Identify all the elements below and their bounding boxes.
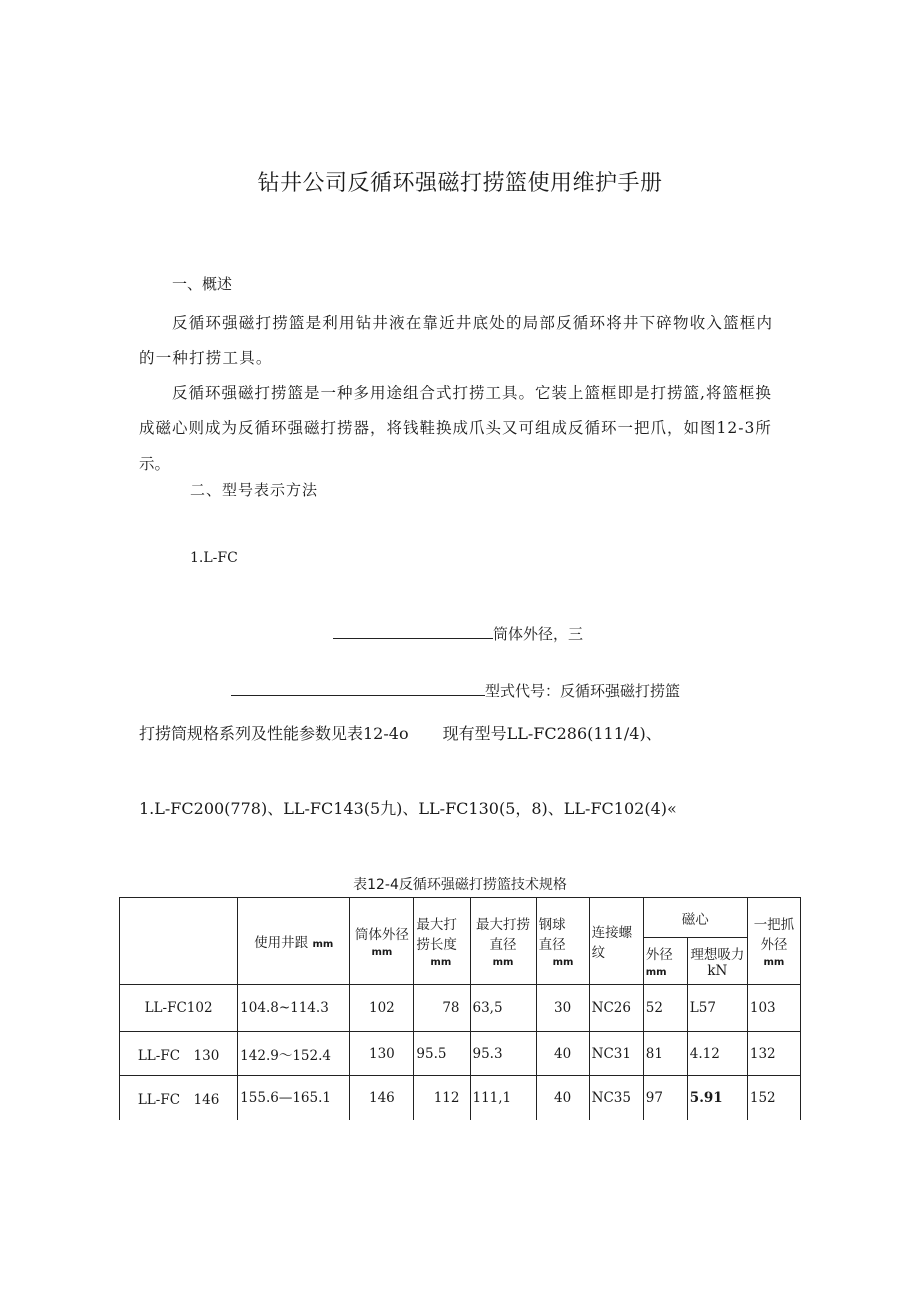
cell-max-diameter: 63,5 [470, 985, 536, 1032]
paragraph-2-line-1: 反循环强磁打捞篮是一种多用途组合式打捞工具。它装上篮框即是打捞篮,将篮框换 [172, 384, 772, 402]
annotation-type-code-text: 型式代号：反循环强磁打捞篮 [485, 682, 681, 700]
section-heading-model-notation: 二、型号表示方法 [190, 481, 319, 499]
table-row [120, 985, 801, 1032]
header-thread: 连接螺纹 [589, 898, 643, 985]
cell-thread: NC26 [589, 985, 643, 1032]
paragraph-1-line-1: 反循环强磁打捞篮是利用钻井液在靠近井底处的局部反循环将井下碎物收入篮框内 [172, 314, 774, 332]
header-well-size: 使用井跟 mm [238, 898, 350, 985]
annotation-type-code [231, 680, 680, 701]
annotation-body-od-text: 筒体外径，三 [493, 625, 584, 643]
paragraph-2-line-2: 成磁心则成为反循环强磁打捞器，将钱鞋换成爪头又可组成反循环一把爪，如图12-3所 [139, 419, 772, 437]
header-ball-diameter: 钢球 直径 mm [536, 898, 589, 985]
header-magnet-od: 外径 mm [643, 938, 687, 985]
paragraph-2-line-3: 示。 [139, 455, 171, 473]
table-caption: 表12-4反循环强磁打捞篮技术规格 [353, 877, 567, 893]
cell-claw-od: 103 [747, 985, 800, 1032]
header-max-diameter: 最大打捞直径 mm [470, 898, 536, 985]
cell-thread: NC35 [589, 1076, 643, 1120]
cell-ball-diameter: 30 [536, 985, 589, 1032]
cell-magnet-force: 4.12 [687, 1032, 747, 1076]
header-max-length: 最大打捞长度 mm [414, 898, 470, 985]
cell-model: LL-FC 130 [120, 1032, 238, 1076]
cell-model: LL-FC 146 [120, 1076, 238, 1120]
cell-claw-od: 132 [747, 1032, 800, 1076]
cell-claw-od: 152 [747, 1076, 800, 1120]
document-title: 钻井公司反循环强磁打捞篮使用维护手册 [257, 171, 663, 196]
cell-body-od: 146 [350, 1076, 414, 1120]
table-row [120, 1032, 801, 1076]
paragraph-3-part-1: 打捞筒规格系列及性能参数见表12-4o [139, 724, 409, 743]
cell-body-od: 130 [350, 1032, 414, 1076]
annotation-underline [333, 624, 493, 639]
header-body-od: 筒体外径 mm [350, 898, 414, 985]
paragraph-3-part-2: 现有型号LL-FC286(111/4)、 [442, 724, 662, 743]
cell-well-size: 155.6—165.1 [238, 1076, 350, 1120]
cell-max-length: 112 [414, 1076, 470, 1120]
cell-magnet-force: L57 [687, 985, 747, 1032]
cell-max-length: 78 [414, 985, 470, 1032]
cell-max-diameter: 95.3 [470, 1032, 536, 1076]
cell-ball-diameter: 40 [536, 1032, 589, 1076]
cell-thread: NC31 [589, 1032, 643, 1076]
annotation-underline [231, 681, 485, 696]
cell-body-od: 102 [350, 985, 414, 1032]
cell-magnet-od: 97 [643, 1076, 687, 1120]
header-claw-od: 一把抓 外径 mm [747, 898, 800, 985]
table-header-row [120, 898, 801, 938]
cell-magnet-force: 5.91 [687, 1076, 747, 1120]
header-model [120, 898, 238, 985]
spec-table [119, 897, 801, 1120]
cell-max-length: 95.5 [414, 1032, 470, 1076]
cell-well-size: 142.9～152.4 [238, 1032, 350, 1076]
paragraph-3 [139, 721, 662, 744]
header-magnet: 磁心 [643, 898, 747, 938]
model-code: 1.L-FC [190, 550, 238, 566]
header-magnet-force: 理想吸力 kN [687, 938, 747, 985]
cell-magnet-od: 52 [643, 985, 687, 1032]
section-heading-overview: 一、概述 [172, 275, 233, 293]
paragraph-1-line-2: 的一种打捞工具。 [139, 349, 273, 367]
paragraph-4: 1.L-FC200(778)、LL-FC143(5九)、LL-FC130(5，8)、LL-FC102(4)« [139, 799, 677, 818]
cell-max-diameter: 111,1 [470, 1076, 536, 1120]
annotation-body-od [333, 623, 583, 644]
cell-magnet-od: 81 [643, 1032, 687, 1076]
cell-well-size: 104.8~114.3 [238, 985, 350, 1032]
cell-ball-diameter: 40 [536, 1076, 589, 1120]
table-row [120, 1076, 801, 1120]
cell-model: LL-FC102 [120, 985, 238, 1032]
